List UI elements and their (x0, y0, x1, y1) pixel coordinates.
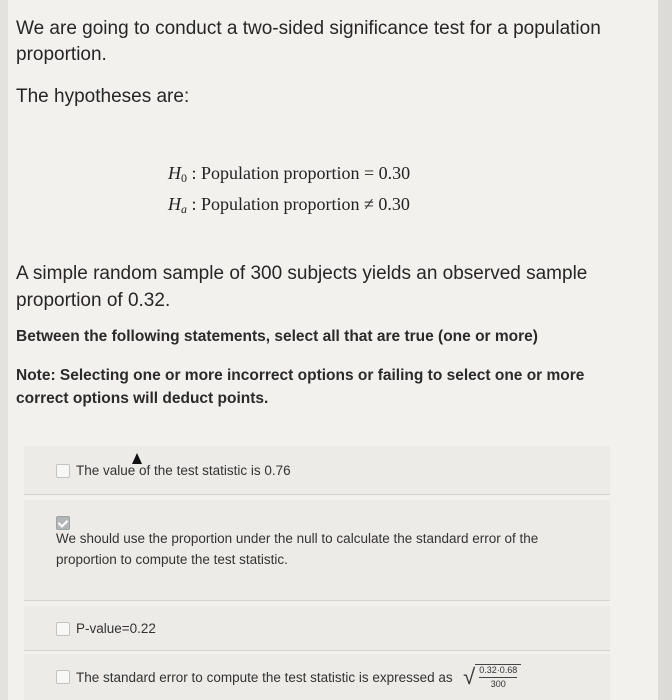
note-text: Note: Selecting one or more incorrect options or failing to select one or more correct options will deduct points. (16, 367, 585, 407)
mouse-cursor-icon (132, 453, 142, 464)
sqrt-formula (463, 664, 521, 690)
checkbox-option-3[interactable] (56, 622, 70, 636)
option-standard-error[interactable] (56, 664, 521, 690)
option-test-statistic[interactable] (56, 462, 291, 480)
checkbox-option-4[interactable] (56, 670, 70, 684)
option-label: The standard error to compute the test statistic is expressed as (76, 669, 453, 685)
option-label: P-value=0.22 (76, 621, 156, 637)
checkbox-option-1[interactable] (56, 464, 70, 478)
null-hypothesis: $H_0$ : Population proportion = 0.30 (168, 163, 411, 185)
fraction: $\frac{0.32\cdot 0.68}{300}$ (475, 664, 521, 690)
option-p-value[interactable] (56, 620, 156, 638)
instruction-text: Between the following statements, select all that are true (one or more) (16, 328, 538, 345)
divider (24, 650, 610, 651)
hypotheses-label: The hypotheses are: (16, 86, 190, 107)
alternative-hypothesis: $H_a$ : Population proportion ≠ 0.30 (168, 194, 410, 216)
sample-text: A simple random sample of 300 subjects yields an observed sample proportion of 0.32. (16, 263, 588, 311)
radical-icon: √ (463, 664, 476, 689)
divider (24, 600, 610, 601)
divider (24, 494, 610, 495)
intro-text: We are going to conduct a two-sided significance test for a population proportion. (16, 18, 601, 65)
option-null-proportion-label[interactable]: We should use the proportion under the null to calculate the standard error of the proportion to compute the test statistic. (56, 531, 539, 567)
option-label: The value of the test statistic is 0.76 (76, 463, 291, 479)
hypotheses-block (168, 160, 410, 222)
page-edge (658, 0, 672, 700)
